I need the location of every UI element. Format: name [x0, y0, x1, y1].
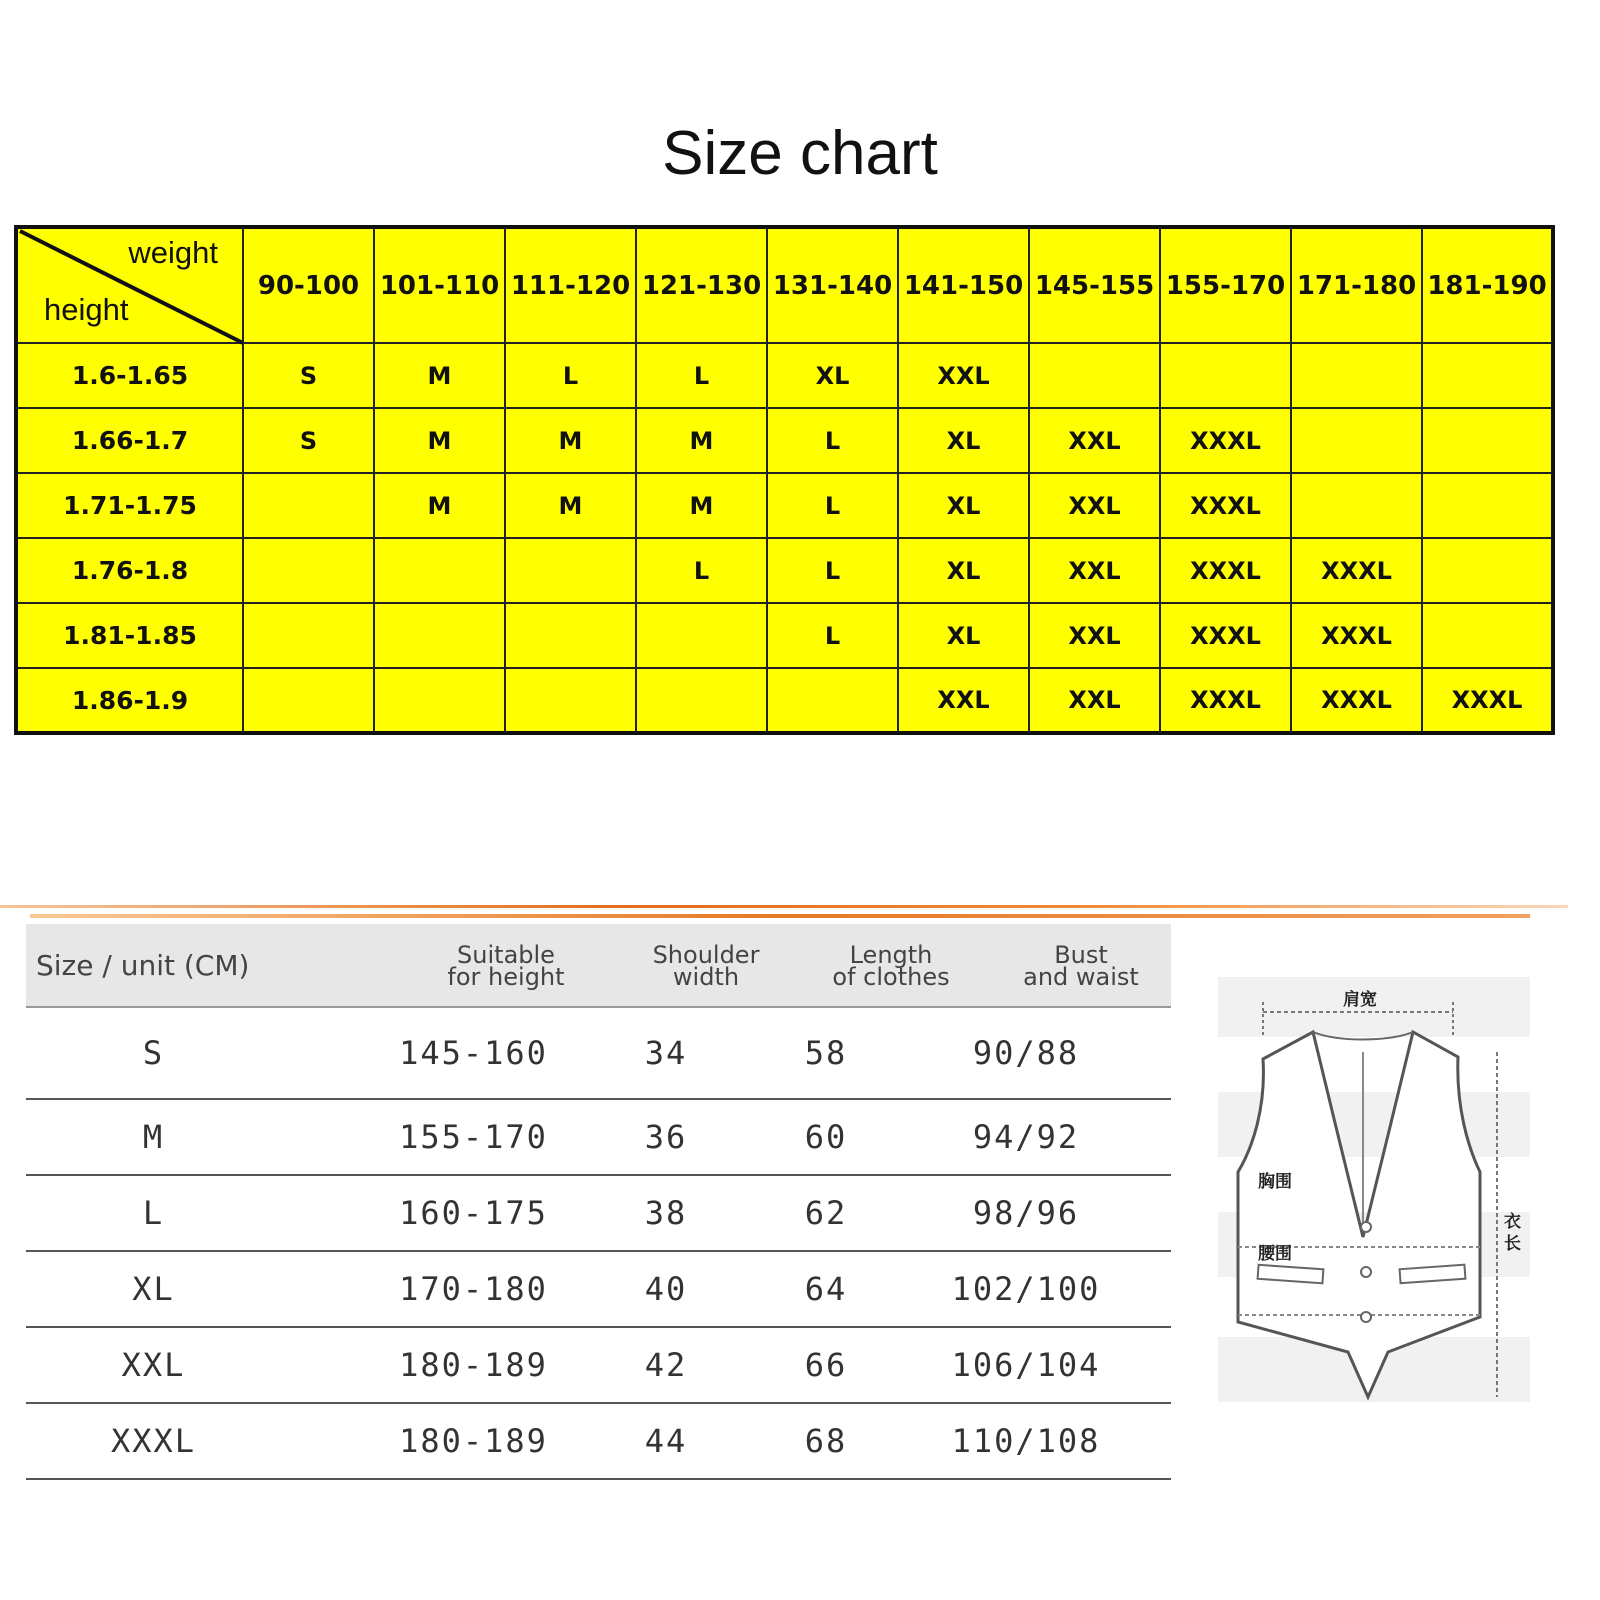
header-line: and waist	[1023, 963, 1139, 991]
size-cell: XL	[767, 343, 898, 408]
weight-range-header: 101-110	[374, 227, 505, 343]
header-size: Size / unit (CM)	[36, 949, 250, 982]
weight-range-header: 131-140	[767, 227, 898, 343]
suitable-height-cell: 180-189	[399, 1422, 548, 1460]
length-cell: 66	[804, 1346, 848, 1384]
bust-waist-cell: 98/96	[972, 1194, 1080, 1232]
corner-cell	[16, 227, 243, 343]
size-cell: M	[636, 473, 767, 538]
size-cell: XXL	[1029, 473, 1160, 538]
bust-waist-cell: 102/100	[951, 1270, 1101, 1308]
length-cell: 60	[804, 1118, 848, 1156]
weight-range-header: 155-170	[1160, 227, 1291, 343]
suitable-height-cell: 145-160	[399, 1034, 548, 1072]
shoulder-width-cell: 44	[644, 1422, 688, 1460]
height-axis-label: height	[44, 292, 129, 327]
table-header-row	[26, 924, 1171, 1008]
measurement-table	[26, 924, 1171, 1480]
shoulder-label: 肩宽	[1343, 990, 1377, 1010]
size-cell	[1422, 343, 1553, 408]
page-title: Size chart	[662, 119, 938, 188]
size-cell: L	[767, 603, 898, 668]
weight-range-header: 145-155	[1029, 227, 1160, 343]
size-cell: XXL	[121, 1346, 186, 1384]
bust-waist-cell: 94/92	[972, 1118, 1080, 1156]
header-bust-waist	[981, 924, 1181, 1008]
weight-range-header: 141-150	[898, 227, 1029, 343]
size-cell: L	[636, 343, 767, 408]
size-cell	[243, 473, 374, 538]
weight-range-header: 90-100	[243, 227, 374, 343]
size-cell: L	[767, 408, 898, 473]
size-cell: XXXL	[110, 1422, 197, 1460]
size-cell: XXL	[898, 668, 1029, 733]
length-cell: 68	[804, 1422, 848, 1460]
table-row	[16, 668, 1553, 733]
size-cell: M	[505, 473, 636, 538]
size-cell	[767, 668, 898, 733]
size-cell: L	[505, 343, 636, 408]
weight-axis-label: weight	[128, 235, 218, 270]
size-cell	[636, 668, 767, 733]
height-range-label: 1.81-1.85	[16, 603, 243, 668]
size-cell: L	[142, 1194, 165, 1232]
size-cell	[1160, 343, 1291, 408]
size-cell: L	[767, 473, 898, 538]
height-range-label: 1.86-1.9	[16, 668, 243, 733]
height-weight-size-table	[14, 225, 1555, 735]
orange-divider	[0, 905, 1568, 908]
size-cell	[374, 603, 505, 668]
table-row	[26, 1252, 1171, 1328]
size-cell: L	[636, 538, 767, 603]
table-row	[26, 1008, 1171, 1100]
size-cell	[1029, 343, 1160, 408]
header-line: Shoulder	[652, 941, 760, 969]
size-cell	[1291, 473, 1422, 538]
table-row	[26, 1176, 1171, 1252]
size-cell: L	[767, 538, 898, 603]
chest-label: 胸围	[1258, 1172, 1292, 1192]
header-shoulder-width	[611, 924, 801, 1008]
shoulder-width-cell: 42	[644, 1346, 688, 1384]
size-cell: XXXL	[1291, 668, 1422, 733]
table-header-row	[16, 227, 1553, 343]
size-cell	[243, 538, 374, 603]
height-range-label: 1.76-1.8	[16, 538, 243, 603]
weight-range-header: 111-120	[505, 227, 636, 343]
header-suitable-height	[396, 924, 616, 1008]
size-cell: M	[142, 1118, 165, 1156]
orange-divider	[30, 914, 1530, 918]
size-cell	[1422, 473, 1553, 538]
size-cell: XXL	[1029, 603, 1160, 668]
size-cell	[1422, 538, 1553, 603]
weight-range-header: 181-190	[1422, 227, 1553, 343]
header-line: of clothes	[832, 963, 950, 991]
bust-waist-cell: 110/108	[951, 1422, 1101, 1460]
table-row	[16, 343, 1553, 408]
size-cell: S	[243, 408, 374, 473]
size-cell	[505, 603, 636, 668]
table-row	[26, 1100, 1171, 1176]
vest-diagram	[1218, 977, 1530, 1402]
size-cell: XL	[898, 603, 1029, 668]
size-cell: XXL	[1029, 668, 1160, 733]
length-cell: 58	[804, 1034, 848, 1072]
measurement-table-body	[26, 1008, 1171, 1480]
size-cell: XXXL	[1422, 668, 1553, 733]
size-cell	[505, 538, 636, 603]
header-line: Bust	[1054, 941, 1108, 969]
shoulder-width-cell: 34	[644, 1034, 688, 1072]
waist-label: 腰围	[1258, 1244, 1292, 1264]
length-cell: 64	[804, 1270, 848, 1308]
size-cell	[374, 668, 505, 733]
size-cell	[1422, 603, 1553, 668]
length-label-2: 长	[1504, 1234, 1521, 1254]
table-row	[16, 408, 1553, 473]
size-cell	[1291, 408, 1422, 473]
size-cell: XXL	[898, 343, 1029, 408]
size-cell: M	[505, 408, 636, 473]
size-cell: XL	[898, 473, 1029, 538]
size-cell	[505, 668, 636, 733]
table-row	[26, 1328, 1171, 1404]
table-row	[16, 603, 1553, 668]
shoulder-width-cell: 40	[644, 1270, 688, 1308]
size-cell	[374, 538, 505, 603]
size-cell: XXXL	[1160, 668, 1291, 733]
bust-waist-cell: 106/104	[951, 1346, 1101, 1384]
size-cell	[243, 668, 374, 733]
shoulder-width-cell: 36	[644, 1118, 688, 1156]
shoulder-width-cell: 38	[644, 1194, 688, 1232]
size-cell: XXXL	[1160, 538, 1291, 603]
size-cell: M	[374, 408, 505, 473]
size-cell	[1291, 343, 1422, 408]
size-cell: XL	[132, 1270, 175, 1308]
size-cell: XL	[898, 408, 1029, 473]
size-cell: XXXL	[1160, 603, 1291, 668]
height-range-label: 1.71-1.75	[16, 473, 243, 538]
size-cell: XXXL	[1160, 408, 1291, 473]
suitable-height-cell: 170-180	[399, 1270, 548, 1308]
weight-range-header: 121-130	[636, 227, 767, 343]
height-range-label: 1.66-1.7	[16, 408, 243, 473]
table-row	[16, 538, 1553, 603]
size-cell: XL	[898, 538, 1029, 603]
size-cell: M	[374, 473, 505, 538]
size-cell: XXL	[1029, 538, 1160, 603]
size-cell: S	[142, 1034, 165, 1072]
size-cell: S	[243, 343, 374, 408]
size-cell: M	[636, 408, 767, 473]
header-length	[786, 924, 996, 1008]
size-cell	[243, 603, 374, 668]
table-row	[16, 473, 1553, 538]
suitable-height-cell: 180-189	[399, 1346, 548, 1384]
size-cell: XXXL	[1291, 538, 1422, 603]
size-cell	[1422, 408, 1553, 473]
size-cell	[636, 603, 767, 668]
header-line: Length	[849, 941, 933, 969]
size-cell: XXXL	[1160, 473, 1291, 538]
weight-range-header: 171-180	[1291, 227, 1422, 343]
suitable-height-cell: 155-170	[399, 1118, 548, 1156]
height-range-label: 1.6-1.65	[16, 343, 243, 408]
header-line: Suitable	[457, 941, 555, 969]
header-line: for height	[447, 963, 565, 991]
header-line: width	[672, 963, 740, 991]
bust-waist-cell: 90/88	[972, 1034, 1080, 1072]
suitable-height-cell: 160-175	[399, 1194, 548, 1232]
table-row	[26, 1404, 1171, 1480]
size-cell: M	[374, 343, 505, 408]
length-label-1: 衣	[1504, 1212, 1521, 1232]
size-cell: XXL	[1029, 408, 1160, 473]
size-cell: XXXL	[1291, 603, 1422, 668]
length-cell: 62	[804, 1194, 848, 1232]
